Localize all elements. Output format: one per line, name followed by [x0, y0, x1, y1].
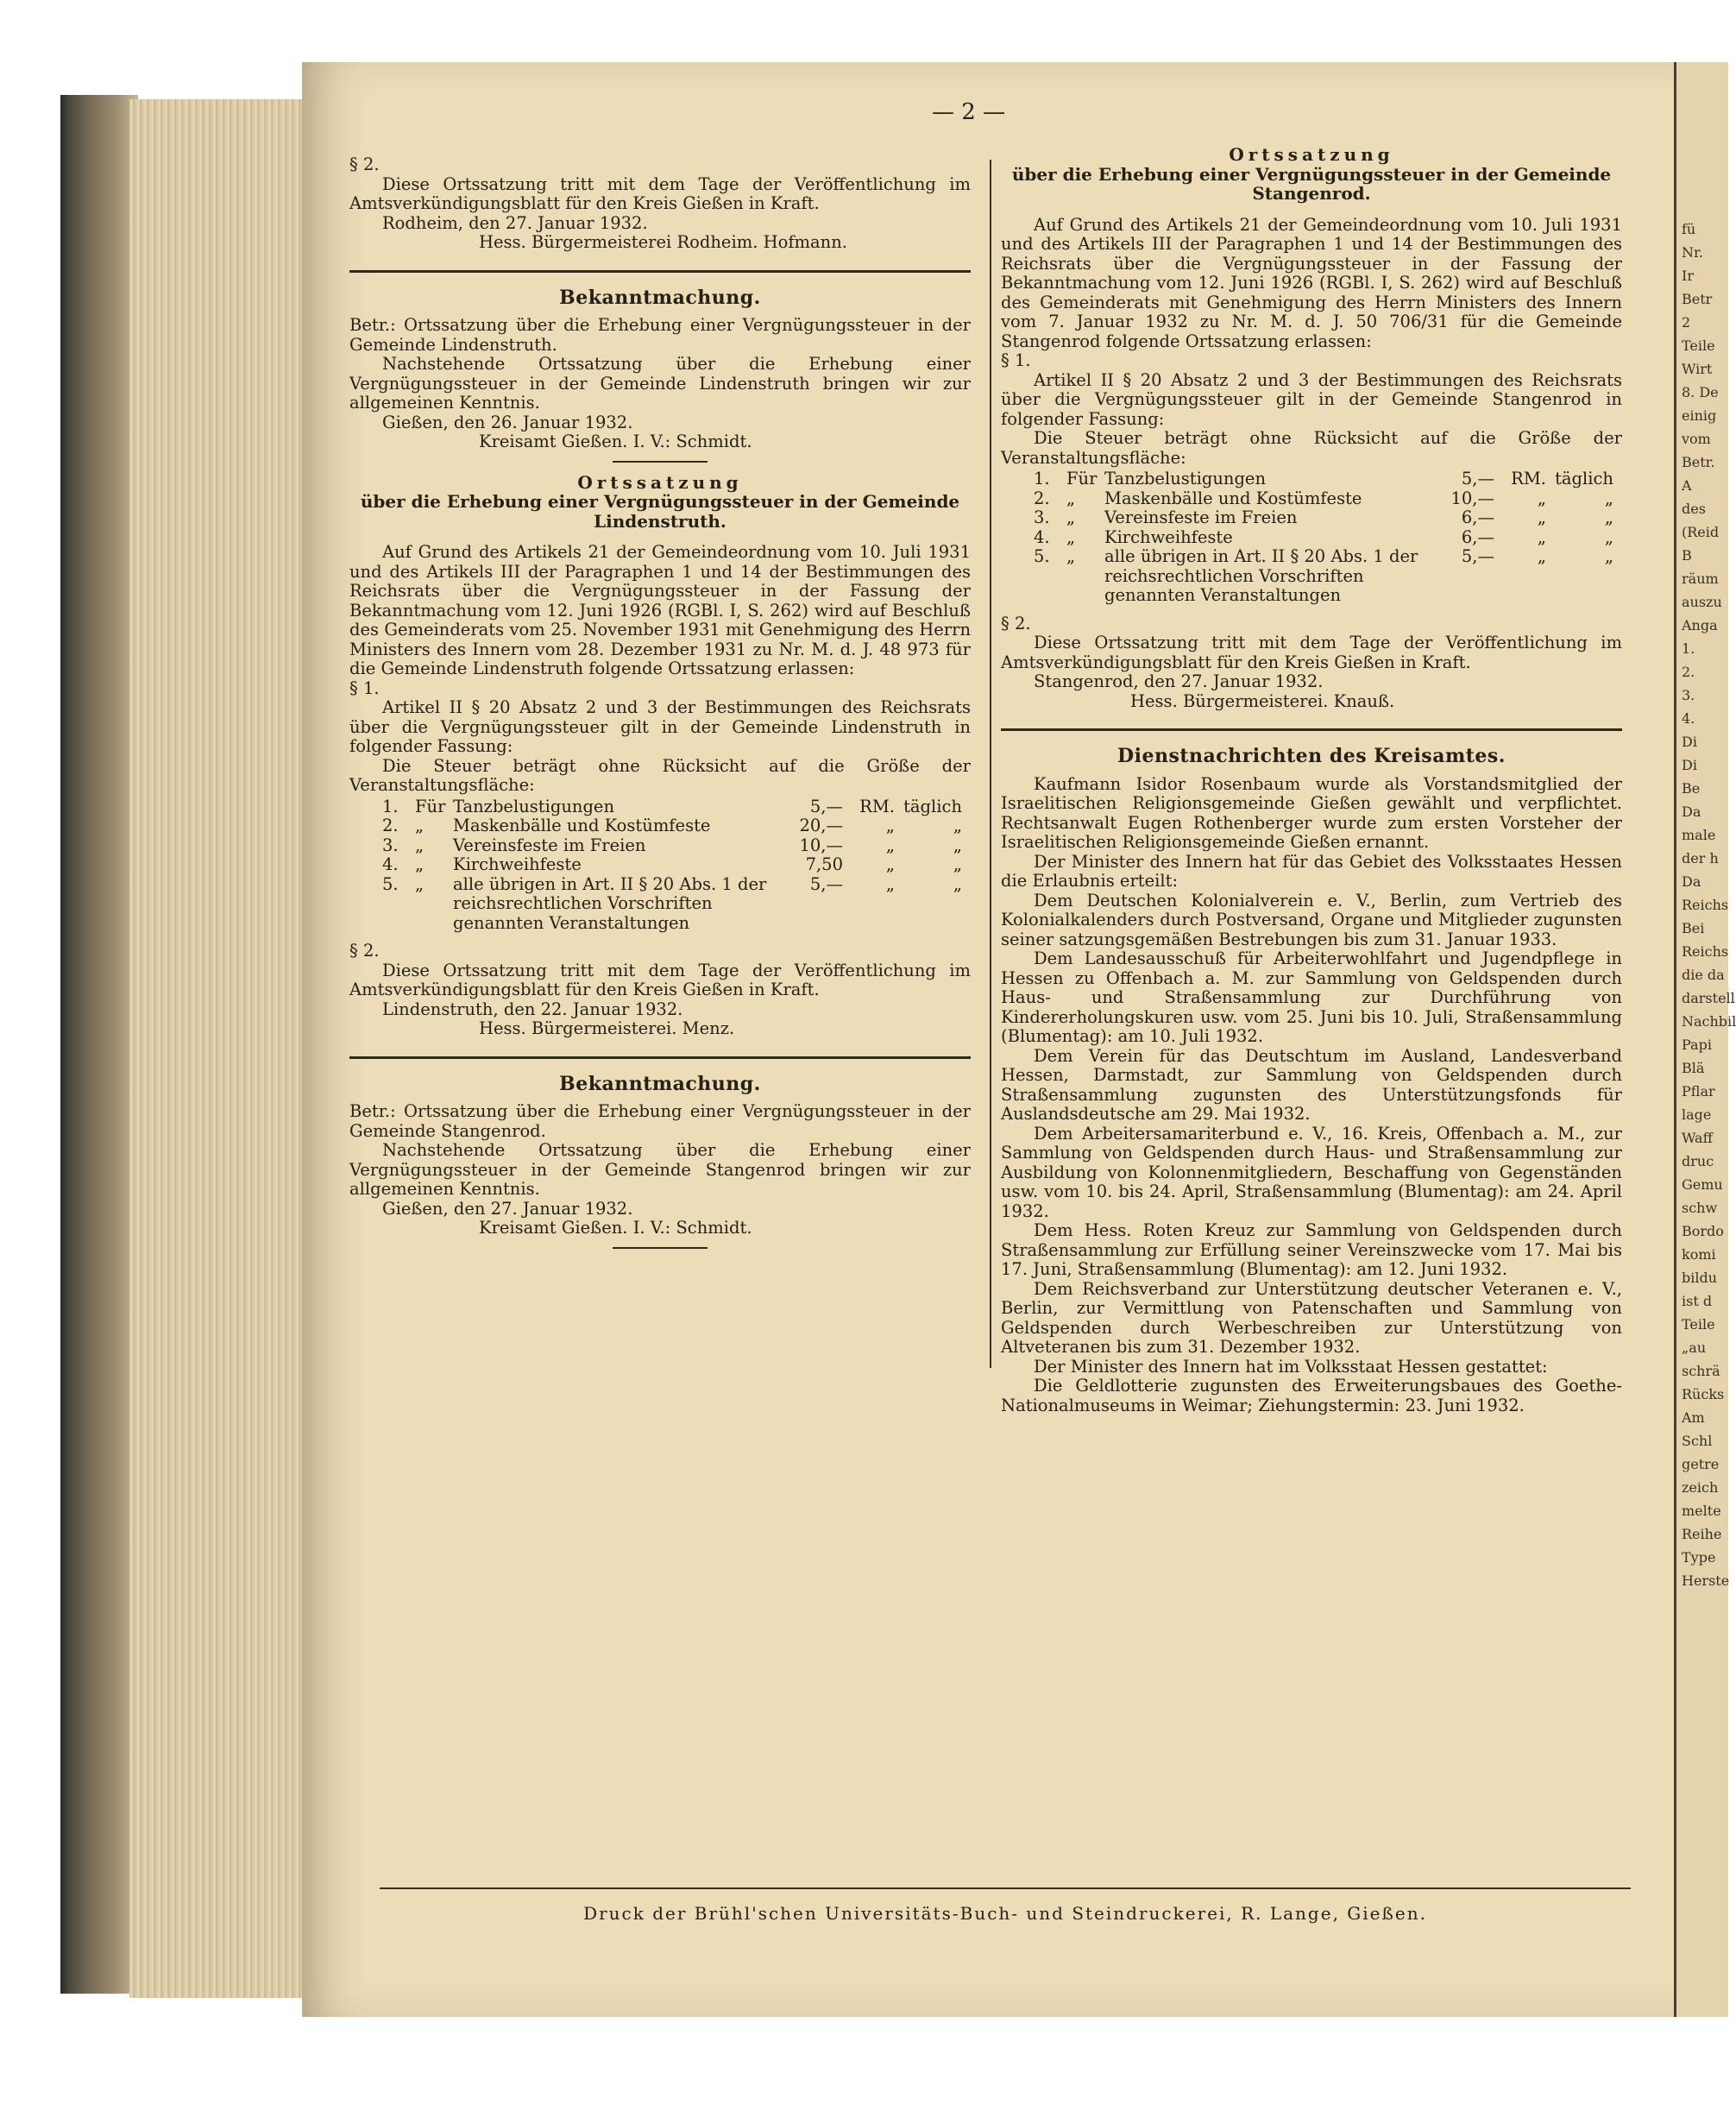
- notice-text: Dem Hess. Roten Kreuz zur Sammlung von Geldspenden durch Straßensammlung zur Erfüllung seiner Vereinszwecke vom 17. Mai bis 17. Juni, Straßensammlung (Blumentag): am 12. Juni 1932.: [1001, 1220, 1622, 1279]
- paragraph-mark: § 2.: [349, 941, 380, 961]
- tax-row: [1034, 489, 1620, 509]
- tax-item-period: „: [1604, 507, 1613, 527]
- tax-item-number: 1.: [382, 796, 399, 816]
- adjacent-page-fragment: Herste: [1682, 1572, 1730, 1589]
- adjacent-page-fragment: Reihe: [1682, 1526, 1722, 1542]
- tax-item-unit: RM.: [1511, 469, 1546, 488]
- tax-item-period: täglich: [903, 796, 962, 816]
- tax-item-number: 5.: [1034, 546, 1050, 566]
- tax-item-amount: 5,—: [1461, 469, 1494, 488]
- adjacent-page-fragment: schrä: [1682, 1363, 1720, 1379]
- body-text: Diese Ortssatzung tritt mit dem Tage der Veröffentlichung im Amtsverkündigungsblatt für den Kreis Gießen in Kraft.: [349, 960, 971, 999]
- tax-row: [382, 855, 969, 875]
- tax-item-amount: 5,—: [809, 796, 843, 816]
- paragraph-mark: § 1.: [349, 677, 380, 698]
- place-date: Gießen, den 27. Januar 1932.: [382, 1198, 633, 1219]
- tax-item-period: „: [953, 816, 962, 835]
- left-column: [349, 155, 971, 1259]
- adjacent-page-fragment: der h: [1682, 850, 1719, 866]
- ordinance-title: Ortssatzung: [577, 471, 743, 493]
- tax-item-prefix: „: [415, 816, 425, 835]
- adjacent-page-fragment: Am: [1682, 1409, 1705, 1426]
- adjacent-page-fragment: A: [1682, 477, 1692, 494]
- tax-item-amount: 6,—: [1461, 507, 1494, 527]
- adjacent-page-fragment: komi: [1682, 1246, 1716, 1263]
- body-text: Diese Ortssatzung tritt mit dem Tage der Veröffentlichung im Amtsverkündigungsblatt für den Kreis Gießen in Kraft.: [1001, 633, 1622, 672]
- adjacent-page-fragment: 4.: [1682, 710, 1695, 727]
- tax-item-period: täglich: [1555, 469, 1613, 488]
- paragraph-mark: § 2.: [349, 154, 380, 174]
- tax-item-label: alle übrigen in Art. II § 20 Abs. 1 der reichsrechtlichen Vorschriften genannten Veranstaltungen: [453, 873, 767, 933]
- section-rule: [349, 1056, 971, 1059]
- tax-item-number: 5.: [382, 873, 399, 894]
- tax-table: [1034, 469, 1620, 606]
- adjacent-page-fragment: Bordo: [1682, 1223, 1724, 1239]
- tax-item-period: „: [1604, 488, 1613, 508]
- adjacent-page-fragment: Papi: [1682, 1037, 1712, 1053]
- place-date: Stangenrod, den 27. Januar 1932.: [1034, 671, 1324, 691]
- place-date: Gießen, den 26. Januar 1932.: [382, 412, 633, 432]
- short-rule: [613, 461, 708, 463]
- tax-item-prefix: Für: [1066, 469, 1098, 488]
- adjacent-page-fragment: 8. De: [1682, 384, 1719, 400]
- ordinance-subtitle: über die Erhebung einer Vergnügungssteuer in der Gemeinde Stangenrod.: [1011, 163, 1612, 204]
- adjacent-page-fragment: zeich: [1682, 1479, 1719, 1496]
- body-text: Nachstehende Ortssatzung über die Erhebung einer Vergnügungssteuer in der Gemeinde Stangenrod bringen wir zur allgemeinen Kenntnis.: [349, 1140, 971, 1199]
- adjacent-page-fragment: Ir: [1682, 268, 1694, 284]
- section-rule: [349, 270, 971, 273]
- adjacent-page-fragment: Gemu: [1682, 1176, 1723, 1193]
- paragraph-mark: § 1.: [1001, 350, 1031, 370]
- tax-row: [1034, 469, 1620, 489]
- adjacent-page-fragment: Di: [1682, 757, 1697, 773]
- tax-item-number: 2.: [382, 816, 399, 835]
- signature: Hess. Bürgermeisterei Rodheim. Hofmann.: [479, 232, 847, 252]
- adjacent-page-fragment: einig: [1682, 407, 1717, 424]
- tax-item-prefix: „: [415, 854, 425, 874]
- tax-item-amount: 6,—: [1461, 526, 1494, 547]
- tax-item-unit: „: [885, 873, 895, 894]
- adjacent-page-fragment: Da: [1682, 873, 1701, 890]
- adjacent-page-fragment: Reichs: [1682, 943, 1729, 960]
- section-title: Dienstnachrichten des Kreisamtes.: [1117, 745, 1506, 767]
- tax-item-unit: „: [885, 816, 895, 835]
- right-column: [1001, 145, 1622, 1415]
- notice-text: Der Minister des Innern hat im Volksstaat Hessen gestattet:: [1034, 1356, 1548, 1377]
- body-text: Auf Grund des Artikels 21 der Gemeindeordnung vom 10. Juli 1931 und des Artikels III der Paragraphen 1 und 14 der Bestimmungen des Reichsrats über die Vergnügungssteuer in der Fassung der Bekanntmachung vom 12. Juni 1926 (RGBl. I, S. 262) wird auf Beschluß des Gemeinderats mit Genehmigung des Herrn Ministers des Innern vom 7. Januar 1932 zu Nr. M. d. J. 50 706/31 für die Gemeinde Stangenrod folgende Ortssatzung erlassen:: [1001, 214, 1622, 351]
- adjacent-page-fragment: die da: [1682, 967, 1725, 983]
- tax-item-unit: „: [1537, 488, 1546, 508]
- tax-row: [1034, 547, 1620, 606]
- tax-item-period: „: [953, 873, 962, 894]
- notice-text: Der Minister des Innern hat für das Gebiet des Volksstaates Hessen die Erlaubnis erteilt:: [1001, 851, 1622, 891]
- tax-row: [382, 875, 969, 934]
- notice-text: Dem Deutschen Kolonialverein e. V., Berlin, zum Vertrieb des Kolonialkalenders durch Postversand, Organe und Mitglieder zugunsten seiner satzungsgemäßen Bestrebungen bis zum 31. Januar 1933.: [1001, 890, 1622, 949]
- notice-text: Dem Verein für das Deutschtum im Ausland, Landesverband Hessen, Darmstadt, zur Sammlung von Geldspenden durch Straßensammlung zugunsten des Unterstützungsfonds für Auslandsdeutsche am 29. Mai 1932.: [1001, 1045, 1622, 1124]
- adjacent-page-fragment: Da: [1682, 803, 1701, 820]
- tax-item-unit: „: [1537, 507, 1546, 527]
- adjacent-page-fragment: Nachbil: [1682, 1013, 1736, 1030]
- book-spine-binding: [60, 95, 138, 1994]
- adjacent-page-fragment: druc: [1682, 1153, 1714, 1169]
- ordinance-subtitle: über die Erhebung einer Vergnügungssteuer in der Gemeinde Lindenstruth.: [360, 491, 960, 532]
- tax-row: [382, 797, 969, 817]
- tax-item-amount: 5,—: [1461, 546, 1494, 566]
- notice-text: Dem Arbeitersamariterbund e. V., 16. Kreis, Offenbach a. M., zur Sammlung von Geldspenden durch Haus- und Straßensammlung zur Ausbildung von Kolonnenmitgliedern, Beschaffung von Gegenständen usw. vom 10. bis 24. April, Straßensammlung (Blumentag): am 24. April 1932.: [1001, 1123, 1622, 1221]
- tax-item-prefix: „: [415, 835, 425, 855]
- body-text: Die Steuer beträgt ohne Rücksicht auf die Größe der Veranstaltungsfläche:: [349, 755, 971, 795]
- notice-text: Dem Reichsverband zur Unterstützung deutscher Veteranen e. V., Berlin, zur Vermittlung von Patenschaften und Sammlung von Geldspenden durch Werbeschreiben zur Unterstützung von Altveteranen bis zum 31. Dezember 1932.: [1001, 1278, 1622, 1357]
- adjacent-page-fragment: Pflar: [1682, 1083, 1715, 1100]
- tax-item-unit: „: [885, 835, 895, 855]
- adjacent-page-fragment: Type: [1682, 1549, 1716, 1566]
- adjacent-page-fragment: Nr.: [1682, 244, 1703, 261]
- adjacent-page-fragment: male: [1682, 827, 1716, 843]
- tax-item-number: 4.: [382, 854, 399, 874]
- page-number: — 2 —: [932, 99, 1006, 125]
- tax-item-period: „: [1604, 546, 1613, 566]
- adjacent-page-fragment: 1.: [1682, 640, 1695, 657]
- tax-item-label: Maskenbälle und Kostümfeste: [1104, 488, 1362, 508]
- section-rule: [1001, 728, 1622, 731]
- adjacent-page-fragment: getre: [1682, 1456, 1720, 1472]
- tax-item-unit: „: [1537, 546, 1546, 566]
- tax-item-label: Tanzbelustigungen: [1104, 469, 1267, 488]
- adjacent-page-fragment: schw: [1682, 1200, 1718, 1216]
- tax-row: [382, 836, 969, 856]
- paragraph-mark: § 2.: [1001, 613, 1031, 633]
- signature: Kreisamt Gießen. I. V.: Schmidt.: [479, 1218, 752, 1238]
- body-text: Nachstehende Ortssatzung über die Erhebung einer Vergnügungssteuer in der Gemeinde Lindenstruth bringen wir zur allgemeinen Kenntnis.: [349, 354, 971, 413]
- adjacent-page-fragment: 2.: [1682, 664, 1695, 680]
- notice-text: Kaufmann Isidor Rosenbaum wurde als Vorstandsmitglied der Israelitischen Religionsgemeinde Gießen gewählt und verpflichtet. Rechtsanwalt Eugen Rothenberger wurde zum ersten Vorsteher der Israelitischen Religionsgemeinde Gießen ernannt.: [1001, 773, 1622, 852]
- betreff-line: Betr.: Ortssatzung über die Erhebung einer Vergnügungssteuer in der Gemeinde Lindenstruth.: [349, 315, 971, 355]
- adjacent-page-fragment: darstell: [1682, 990, 1735, 1006]
- adjacent-page-fragment: melte: [1682, 1503, 1721, 1519]
- tax-table: [382, 797, 969, 934]
- adjacent-page-fragment: Anga: [1682, 617, 1718, 633]
- tax-item-label: Kirchweihfeste: [1104, 526, 1233, 547]
- tax-item-prefix: „: [1066, 507, 1076, 527]
- column-divider: [990, 160, 991, 1368]
- printer-imprint: Druck der Brühl'schen Universitäts-Buch- und Steindruckerei, R. Lange, Gießen.: [583, 1903, 1427, 1924]
- body-text: Auf Grund des Artikels 21 der Gemeindeordnung vom 10. Juli 1931 und des Artikels III der Paragraphen 1 und 14 der Bestimmungen des Reichsrats über die Vergnügungssteuer in der Fassung der Bekanntmachung vom 12. Juni 1926 (RGBl. I, S. 262) wird auf Beschluß des Gemeinderats vom 25. November 1931 mit Genehmigung des Herrn Ministers des Innern vom 28. Dezember 1931 zu Nr. M. d. J. 48 973 für die Gemeinde Lindenstruth folgende Ortssatzung erlassen:: [349, 542, 971, 678]
- tax-item-amount: 10,—: [799, 835, 843, 855]
- tax-item-label: alle übrigen in Art. II § 20 Abs. 1 der reichsrechtlichen Vorschriften genannten Veranstaltungen: [1104, 546, 1418, 605]
- signature: Kreisamt Gießen. I. V.: Schmidt.: [479, 432, 752, 451]
- adjacent-page-fragment: Be: [1682, 780, 1701, 797]
- tax-item-label: Maskenbälle und Kostümfeste: [453, 816, 711, 835]
- betreff-line: Betr.: Ortssatzung über die Erhebung einer Vergnügungssteuer in der Gemeinde Stangenrod.: [349, 1101, 971, 1141]
- short-rule: [613, 1247, 708, 1249]
- footer-rule: [380, 1887, 1631, 1889]
- body-text: Artikel II § 20 Absatz 2 und 3 der Bestimmungen des Reichsrats über die Vergnügungssteuer gilt in der Gemeinde Lindenstruth in folgender Fassung:: [349, 697, 971, 756]
- tax-item-label: Kirchweihfeste: [453, 854, 582, 874]
- tax-item-prefix: „: [1066, 546, 1076, 566]
- signature: Hess. Bürgermeisterei. Knauß.: [1130, 690, 1395, 711]
- signature: Hess. Bürgermeisterei. Menz.: [479, 1018, 735, 1038]
- adjacent-page-fragment: des: [1682, 501, 1706, 517]
- adjacent-page-fragment: Wirt: [1682, 361, 1713, 377]
- tax-item-unit: „: [885, 854, 895, 874]
- adjacent-page-fragment: Betr.: [1682, 454, 1715, 470]
- tax-item-amount: 5,—: [809, 873, 843, 894]
- tax-item-prefix: Für: [415, 796, 446, 816]
- tax-item-amount: 7,50: [805, 854, 843, 874]
- adjacent-page-fragment: Waff: [1682, 1130, 1713, 1146]
- adjacent-page-fragment: vom: [1682, 431, 1711, 447]
- tax-item-period: „: [953, 835, 962, 855]
- adjacent-page-fragment: Di: [1682, 734, 1697, 750]
- body-text: Diese Ortssatzung tritt mit dem Tage der Veröffentlichung im Amtsverkündigungsblatt für den Kreis Gießen in Kraft.: [349, 173, 971, 213]
- page-stack-edges: [129, 99, 306, 1998]
- tax-row: [382, 816, 969, 836]
- tax-item-amount: 10,—: [1450, 488, 1494, 508]
- tax-row: [1034, 528, 1620, 548]
- adjacent-page-fragment: Rücks: [1682, 1386, 1725, 1402]
- adjacent-page-fragment: (Reid: [1682, 524, 1720, 540]
- adjacent-page-fragment: „au: [1682, 1339, 1707, 1356]
- adjacent-page-fragment: auszu: [1682, 594, 1722, 610]
- adjacent-page-fragment: 2: [1682, 314, 1691, 331]
- tax-item-number: 3.: [382, 835, 399, 855]
- adjacent-page-fragment: räum: [1682, 570, 1719, 587]
- tax-item-period: „: [1604, 526, 1613, 547]
- place-date: Rodheim, den 27. Januar 1932.: [382, 212, 648, 233]
- tax-item-amount: 20,—: [799, 816, 843, 835]
- tax-item-prefix: „: [1066, 526, 1076, 547]
- tax-item-number: 4.: [1034, 526, 1050, 547]
- adjacent-page-fragment: Reichs: [1682, 897, 1729, 913]
- notice-text: Dem Landesausschuß für Arbeiterwohlfahrt und Jugendpflege in Hessen zu Offenbach a. M. zur Sammlung von Geldspenden durch Haus- und Straßensammlung zur Durchführung von Kindererholungskuren usw. vom 25. Juni bis 10. Juli, Straßensammlung (Blumentag): am 10. Juli 1932.: [1001, 948, 1622, 1046]
- tax-item-number: 1.: [1034, 469, 1050, 488]
- ordinance-title: Ortssatzung: [1229, 144, 1394, 165]
- tax-item-unit: „: [1537, 526, 1546, 547]
- section-title: Bekanntmachung.: [559, 1072, 761, 1095]
- adjacent-page-fragment: ist d: [1682, 1293, 1713, 1309]
- adjacent-page-fragment: Schl: [1682, 1433, 1713, 1449]
- tax-item-period: „: [953, 854, 962, 874]
- tax-item-label: Vereinsfeste im Freien: [1104, 507, 1298, 527]
- tax-item-label: Vereinsfeste im Freien: [453, 835, 646, 855]
- notice-text: Die Geldlotterie zugunsten des Erweiterungsbaues des Goethe-Nationalmuseums in Weimar; Ziehungstermin: 23. Juni 1932.: [1001, 1376, 1622, 1415]
- tax-item-unit: RM.: [859, 796, 895, 816]
- body-text: Artikel II § 20 Absatz 2 und 3 der Bestimmungen des Reichsrats über die Vergnügungssteuer gilt in der Gemeinde Stangenrod in folgender Fassung:: [1001, 369, 1622, 429]
- section-title: Bekanntmachung.: [559, 286, 761, 309]
- tax-item-prefix: „: [1066, 488, 1076, 508]
- adjacent-page-fragment: Teile: [1682, 337, 1715, 354]
- place-date: Lindenstruth, den 22. Januar 1932.: [382, 999, 683, 1019]
- adjacent-page-fragment: Blä: [1682, 1060, 1705, 1076]
- tax-row: [1034, 508, 1620, 528]
- body-text: Die Steuer beträgt ohne Rücksicht auf die Größe der Veranstaltungsfläche:: [1001, 428, 1622, 468]
- tax-item-number: 2.: [1034, 488, 1050, 508]
- adjacent-page-fragment: Teile: [1682, 1316, 1715, 1333]
- tax-item-number: 3.: [1034, 507, 1050, 527]
- adjacent-page-fragment: Bei: [1682, 920, 1705, 936]
- adjacent-page-edge: [1674, 62, 1736, 2017]
- adjacent-page-fragment: fü: [1682, 221, 1696, 237]
- tax-item-label: Tanzbelustigungen: [453, 796, 615, 816]
- adjacent-page-fragment: 3.: [1682, 687, 1695, 703]
- adjacent-page-fragment: lage: [1682, 1106, 1712, 1123]
- adjacent-page-fragment: bildu: [1682, 1270, 1718, 1286]
- adjacent-page-fragment: B: [1682, 547, 1692, 564]
- tax-item-prefix: „: [415, 873, 425, 894]
- adjacent-page-fragment: Betr: [1682, 291, 1713, 307]
